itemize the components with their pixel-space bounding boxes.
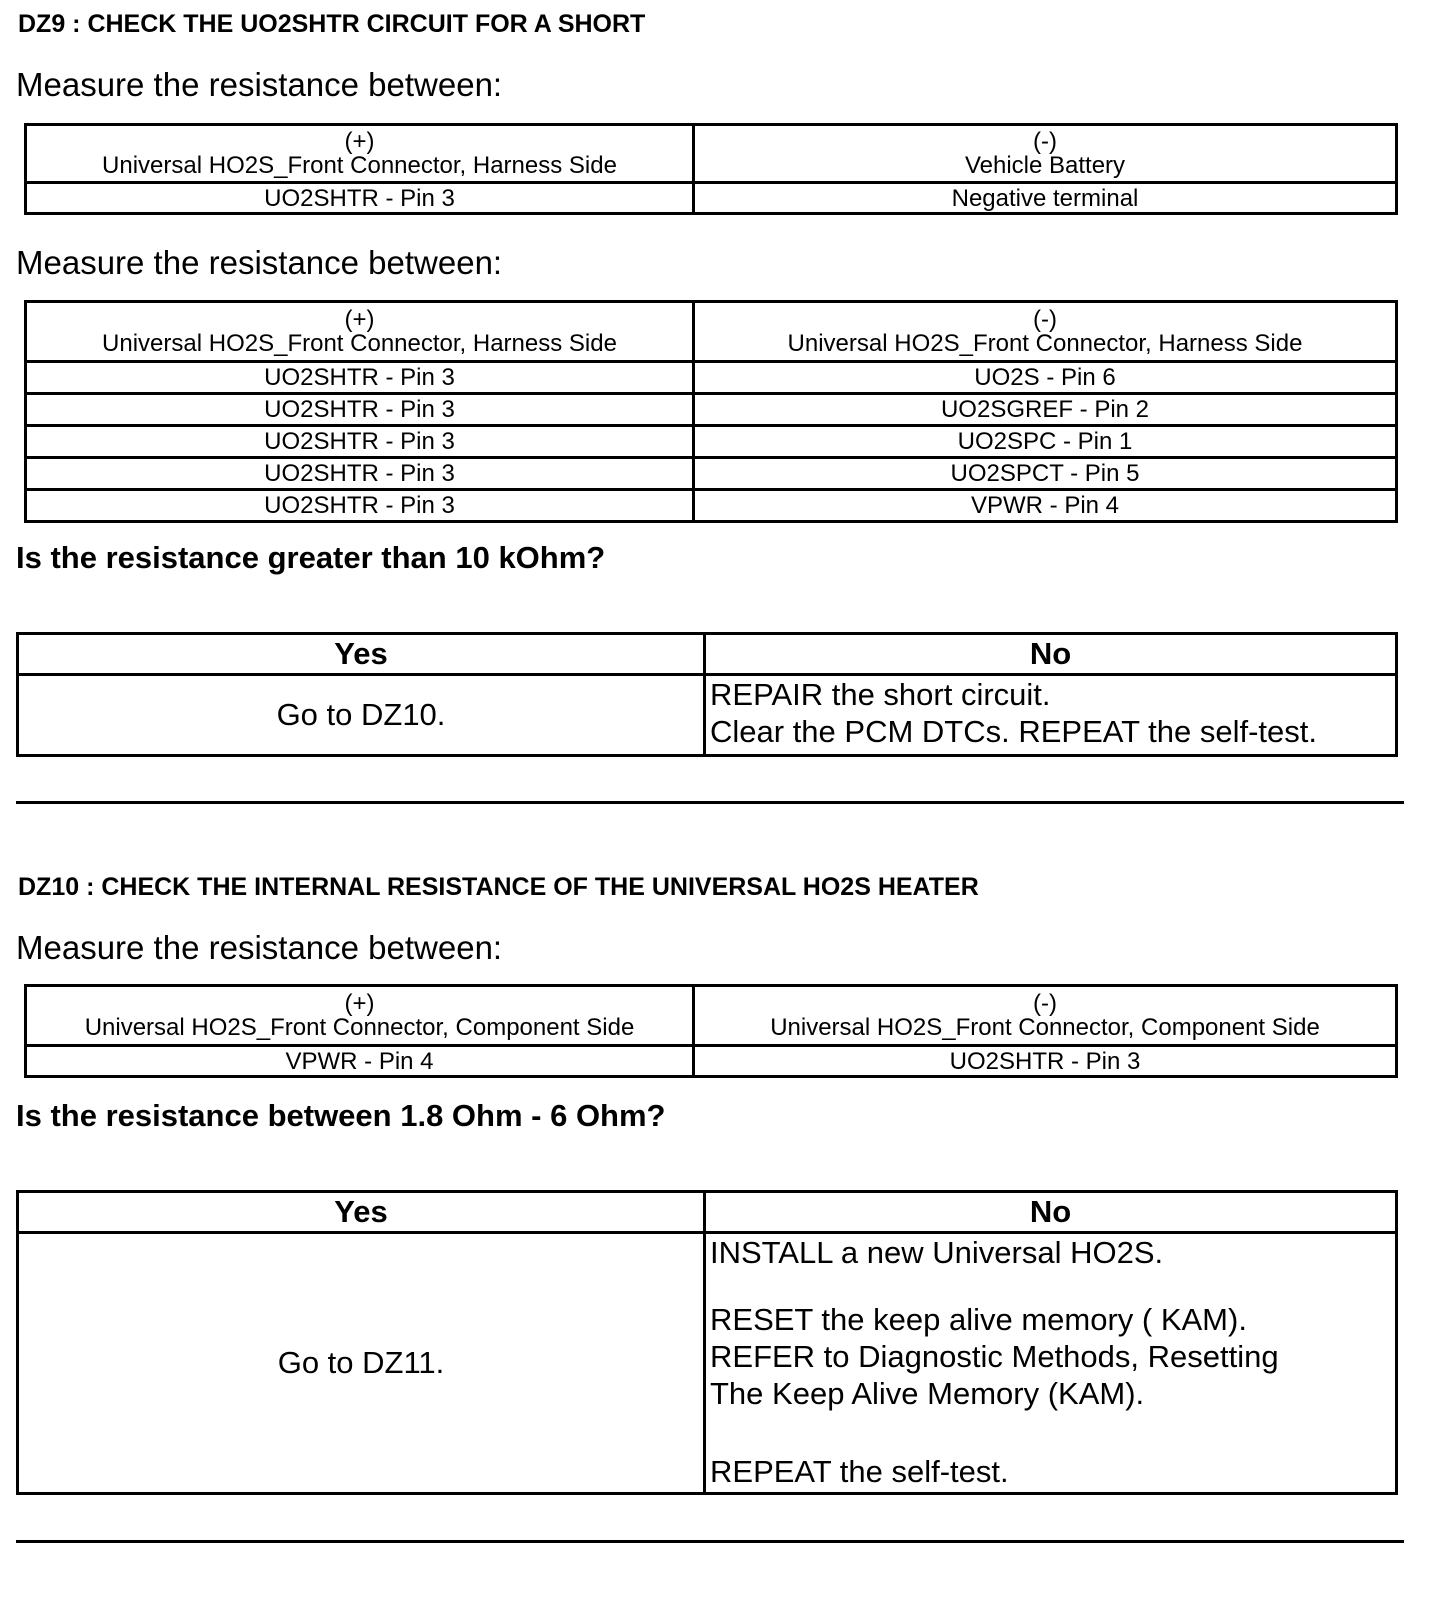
dz10-question: Is the resistance between 1.8 Ohm - 6 Ohm? [16, 1098, 666, 1133]
table-row [26, 183, 1397, 214]
no-action-line: REPAIR the short circuit. [710, 677, 1051, 712]
plus-pin-cell: UO2SHTR - Pin 3 [26, 394, 694, 426]
no-action-line: The Keep Alive Memory (KAM). [710, 1376, 1145, 1411]
minus-header: Vehicle Battery [964, 151, 1126, 179]
dz9-measure2-instruction: Measure the resistance between: [16, 244, 503, 281]
plus-header-cell [26, 125, 694, 183]
dz9-measure1-instruction: Measure the resistance between: [16, 66, 503, 103]
minus-header: Universal HO2S_Front Connector, Component Side [770, 1013, 1320, 1041]
minus-header-cell [694, 125, 1397, 183]
section-divider [16, 1540, 1404, 1543]
plus-header-cell [26, 986, 694, 1046]
yes-header: Yes [18, 634, 705, 675]
minus-pin-cell: VPWR - Pin 4 [694, 490, 1397, 522]
dz9-measure1-table [24, 123, 1398, 215]
yes-action: Go to DZ10. [18, 675, 705, 756]
table-row [26, 1046, 1397, 1077]
no-action-line: Clear the PCM DTCs. REPEAT the self-test. [710, 714, 1317, 749]
decision-row [18, 675, 1397, 756]
plus-header: Universal HO2S_Front Connector, Harness Side [102, 329, 617, 357]
no-action-cell [705, 675, 1397, 756]
section-divider [16, 801, 1404, 804]
minus-pin-cell: UO2SPC - Pin 1 [694, 426, 1397, 458]
plus-header: Universal HO2S_Front Connector, Harness Side [102, 151, 617, 179]
decision-header-row [18, 1192, 1397, 1233]
no-header: No [705, 1192, 1397, 1233]
plus-pin-cell: UO2SHTR - Pin 3 [26, 458, 694, 490]
minus-header-cell [694, 302, 1397, 362]
plus-pin-cell: UO2SHTR - Pin 3 [26, 183, 694, 214]
table-row [26, 426, 1397, 458]
minus-symbol: (-) [1033, 989, 1057, 1017]
plus-header: Universal HO2S_Front Connector, Component Side [84, 1013, 635, 1041]
dz9-measure2-table [24, 300, 1398, 523]
dz9-decision-table [16, 632, 1398, 757]
plus-pin-cell: UO2SHTR - Pin 3 [26, 426, 694, 458]
no-action-line: REFER to Diagnostic Methods, Resetting [710, 1339, 1279, 1374]
minus-pin-cell: UO2SHTR - Pin 3 [694, 1046, 1397, 1077]
no-action-line: INSTALL a new Universal HO2S. [710, 1235, 1164, 1270]
plus-pin-cell: VPWR - Pin 4 [26, 1046, 694, 1077]
dz10-decision-table [16, 1190, 1398, 1495]
minus-header-cell [694, 986, 1397, 1046]
table-header-row [26, 125, 1397, 183]
no-action-cell [705, 1233, 1397, 1494]
dz10-title: DZ10 : CHECK THE INTERNAL RESISTANCE OF THE UNIVERSAL HO2S HEATER [18, 873, 979, 901]
minus-pin-cell: UO2SGREF - Pin 2 [694, 394, 1397, 426]
minus-symbol: (-) [1033, 305, 1057, 333]
table-header-row [26, 302, 1397, 362]
table-row [26, 490, 1397, 522]
minus-header: Universal HO2S_Front Connector, Harness Side [787, 329, 1303, 357]
plus-symbol: (+) [344, 305, 375, 333]
dz10-measure1-table [24, 984, 1398, 1078]
minus-pin-cell: Negative terminal [694, 183, 1397, 214]
plus-pin-cell: UO2SHTR - Pin 3 [26, 490, 694, 522]
dz9-question: Is the resistance greater than 10 kOhm? [16, 540, 606, 575]
minus-pin-cell: UO2SPCT - Pin 5 [694, 458, 1397, 490]
minus-symbol: (-) [1033, 127, 1057, 155]
yes-header: Yes [18, 1192, 705, 1233]
minus-pin-cell: UO2S - Pin 6 [694, 362, 1397, 394]
table-row [26, 362, 1397, 394]
yes-action: Go to DZ11. [18, 1233, 705, 1494]
plus-symbol: (+) [344, 127, 375, 155]
no-action-line: RESET the keep alive memory ( KAM). [710, 1302, 1247, 1337]
plus-header-cell [26, 302, 694, 362]
no-action-line: REPEAT the self-test. [710, 1454, 1009, 1489]
decision-row [18, 1233, 1397, 1494]
decision-header-row [18, 634, 1397, 675]
dz9-title: DZ9 : CHECK THE UO2SHTR CIRCUIT FOR A SHORT [18, 10, 646, 38]
dz10-measure1-instruction: Measure the resistance between: [16, 929, 503, 966]
table-header-row [26, 986, 1397, 1046]
plus-symbol: (+) [344, 989, 375, 1017]
table-row [26, 394, 1397, 426]
plus-pin-cell: UO2SHTR - Pin 3 [26, 362, 694, 394]
no-header: No [705, 634, 1397, 675]
table-row [26, 458, 1397, 490]
